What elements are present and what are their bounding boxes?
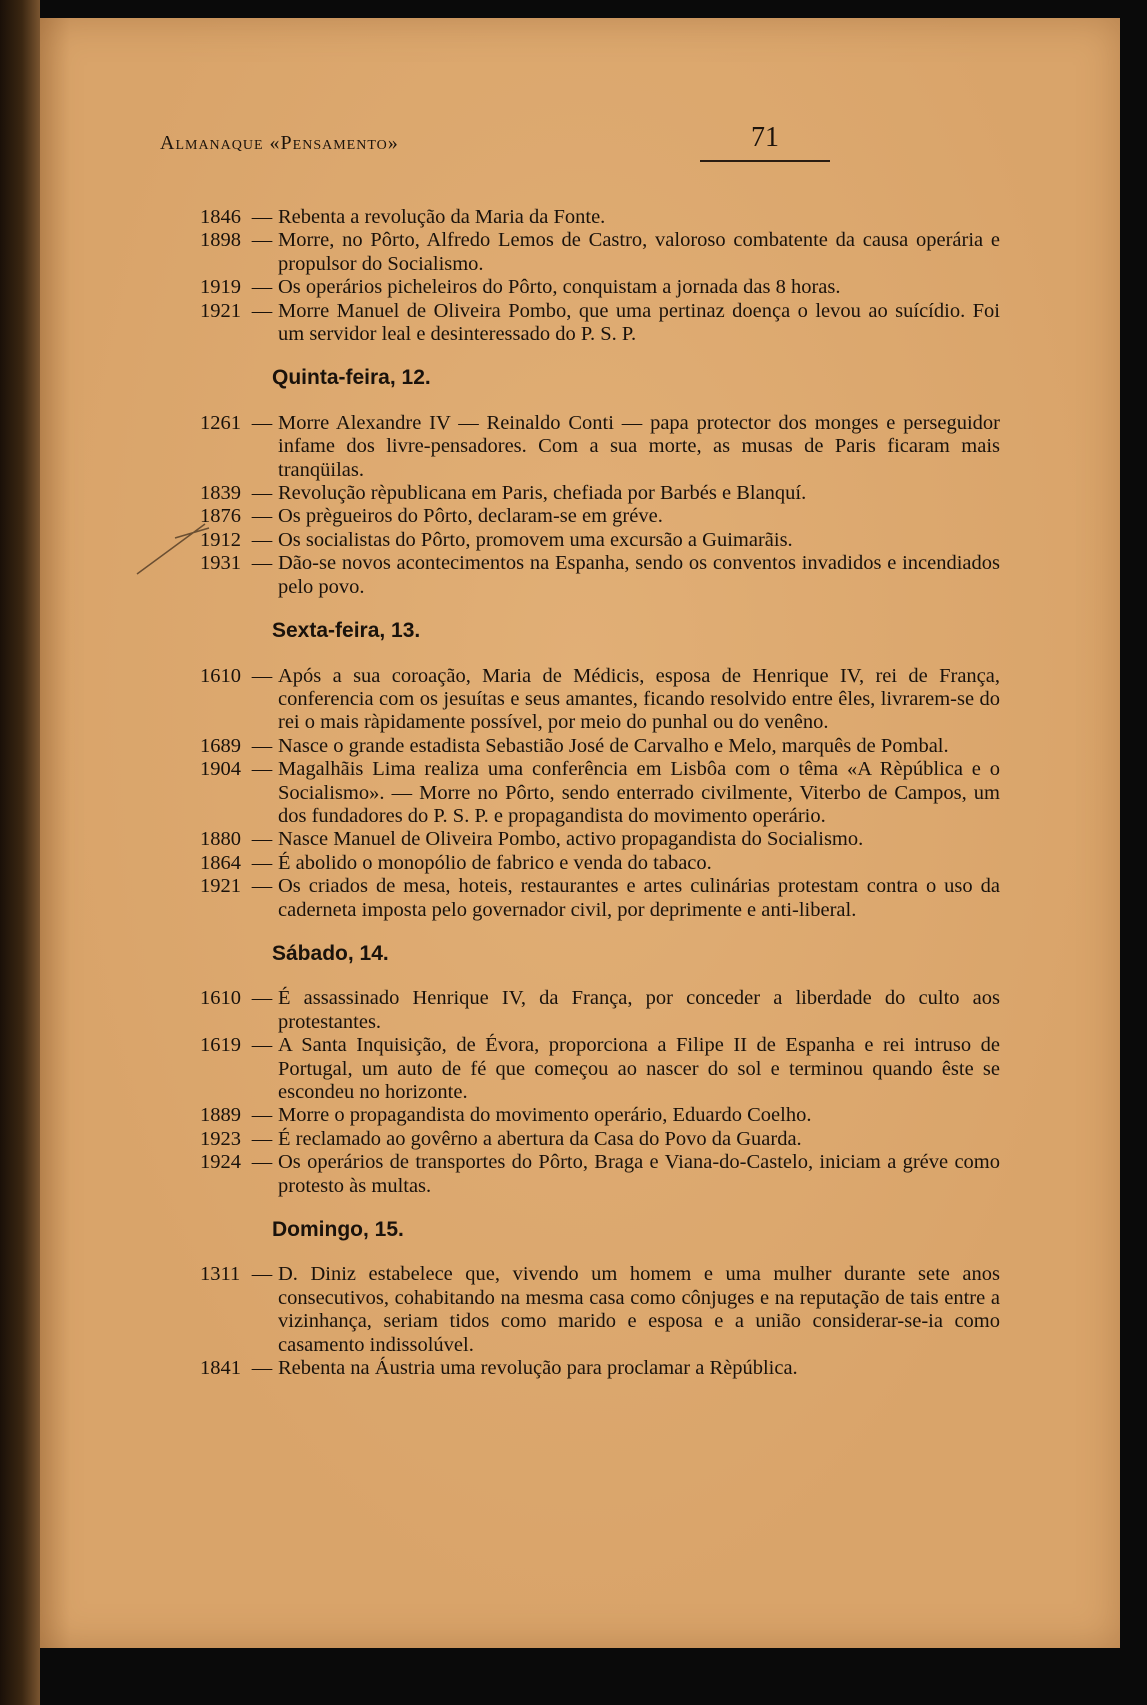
entry-year: 1610 [200,987,241,1010]
chronology-entry [200,735,1000,758]
entry-year: 1889 [200,1104,241,1127]
entry-text: Revolução rèpublicana em Paris, chefiada por Barbés e Blanquí. [278,482,807,505]
chronology-entry [200,1104,1000,1127]
entry-text: Os criados de mesa, hoteis, restaurantes e artes culinárias protestam contra o uso da caderneta imposta pelo governador civil, por deprimente e anti-liberal. [278,875,1000,921]
entry-dash: — [251,1357,273,1380]
chronology-entry [200,1128,1000,1151]
chronology-entry [200,482,1000,505]
entry-text: A Santa Inquisição, de Évora, proporciona a Filipe II de Espanha e rei intruso de Portugal, um auto de fé que começou ao nascer do sol e terminou quando êste se escondeu no horizonte. [278,1034,1000,1103]
entry-year: 1880 [200,828,241,851]
chronology-entry [200,300,1000,347]
day-section [200,942,1000,1198]
entry-year: 1610 [200,664,241,687]
entry-dash: — [251,411,273,434]
chronology-entry [200,529,1000,552]
chronology-entry [200,276,1000,299]
entry-text: Morre o propagandista do movimento operário, Eduardo Coelho. [278,1104,812,1127]
entry-year: 1912 [200,528,241,551]
entry-dash: — [251,828,273,851]
entry-dash: — [251,734,273,757]
entry-text: Após a sua coroação, Maria de Médicis, esposa de Henrique IV, rei de França, conferencia com os jesuítas e seus amantes, ficando resolvido entre êles, livrarem-se do rei o mais ràpidamente possível, por meio do punhal ou do venêno. [278,664,1000,734]
entry-dash: — [251,851,273,874]
chronology-entry [200,505,1000,528]
entry-year: 1919 [200,276,241,299]
entry-year: 1619 [200,1034,241,1057]
chronology-entry [200,987,1000,1034]
entry-text: D. Diniz estabelece que, vivendo um homem e uma mulher durante sete anos consecutivos, cohabitando na mesma casa como cônjuges e na reputação de tais entre a vizinhança, seriam tidos como marido e esposa e a união considerar-se-ia como casamento indissolúvel. [278,1263,1000,1356]
chronology-entry [200,758,1000,828]
book-page [40,18,1120,1648]
entry-text: É abolido o monopólio de fabrico e venda do tabaco. [278,851,712,874]
entry-year: 1923 [200,1127,241,1150]
entry-dash: — [251,758,273,781]
entry-text: É reclamado ao govêrno a abertura da Casa do Povo da Guarda. [278,1127,802,1150]
entry-text: Rebenta a revolução da Maria da Fonte. [278,206,606,228]
entry-dash: — [251,229,273,252]
chronology-entry [200,229,1000,276]
entry-year: 1898 [200,229,241,252]
chronology-entry [200,852,1000,875]
chronology-entry [200,1034,1000,1104]
entry-year: 1904 [200,758,241,781]
day-section [200,1218,1000,1380]
day-section [200,366,1000,599]
day-heading: Sexta-feira, 13. [272,619,421,643]
day-heading: Quinta-feira, 12. [272,366,431,390]
entry-year: 1689 [200,734,241,757]
entry-text: Os prègueiros do Pôrto, declaram-se em gréve. [278,505,663,528]
entry-text: É assassinado Henrique IV, da França, por conceder a liberdade do culto aos protestantes. [278,987,1000,1033]
entry-year: 1864 [200,851,241,874]
entry-year: 1931 [200,552,241,575]
entry-dash: — [251,875,273,898]
entry-year: 1921 [200,875,241,898]
entry-text: Nasce o grande estadista Sebastião José de Carvalho e Melo, marquês de Pombal. [278,734,949,757]
chronology-entry [200,665,1000,735]
entry-year: 1841 [200,1357,241,1380]
entry-text: Morre Manuel de Oliveira Pombo, que uma pertinaz doença o levou ao suícídio. Foi um servidor leal e desinteressado do P. S. P. [278,299,1000,346]
entry-dash: — [251,528,273,551]
entry-dash: — [251,664,273,687]
entry-dash: — [251,1151,273,1174]
entry-text: Magalhãis Lima realiza uma conferência em Lisbôa com o têma «A Rèpública e o Socialismo». — Morre no Pôrto, sendo enterrado civilmente, Viterbo de Campos, um dos fundadores do P. S. P. e propagandista do movimento operário. [278,758,1000,827]
entry-year: 1921 [200,299,241,322]
entry-dash: — [251,206,273,228]
entry-dash: — [251,1104,273,1127]
entry-text: Os operários de transportes do Pôrto, Braga e Viana-do-Castelo, iniciam a gréve como protesto às multas. [278,1151,1000,1197]
entry-dash: — [251,276,273,299]
day-section [200,206,1000,346]
chronology-entry [200,875,1000,922]
entry-dash: — [251,299,273,322]
chronology-entry [200,828,1000,851]
entry-dash: — [251,505,273,528]
entry-dash: — [251,987,273,1010]
entry-dash: — [251,1034,273,1057]
entry-dash: — [251,1263,273,1286]
entry-text: Morre Alexandre IV — Reinaldo Conti — papa protector dos monges e perseguidor infame dos livre-pensadores. Com a sua morte, as musas de Paris ficaram mais tranqüilas. [278,411,1000,481]
entry-year: 1846 [200,206,241,228]
chronology-entry [200,1357,1000,1380]
day-section [200,619,1000,922]
chronology-entry [200,1151,1000,1198]
page-number: 71 [700,122,830,162]
entry-text: Os socialistas do Pôrto, promovem uma excursão a Guimarãis. [278,528,793,551]
entry-year: 1876 [200,505,241,528]
entry-dash: — [251,482,273,505]
entry-dash: — [251,552,273,575]
page-content [200,206,1000,1388]
entry-text: Morre, no Pôrto, Alfredo Lemos de Castro, valoroso combatente da causa operária e propulsor do Socialismo. [278,229,1000,275]
entry-year: 1311 [200,1263,241,1286]
entry-text: Dão-se novos acontecimentos na Espanha, sendo os conventos invadidos e incendiados pelo povo. [278,552,1000,598]
day-heading: Sábado, 14. [272,941,389,965]
entry-text: Nasce Manuel de Oliveira Pombo, activo propagandista do Socialismo. [278,828,864,851]
entry-text: Os operários picheleiros do Pôrto, conquistam a jornada das 8 horas. [278,276,841,299]
entry-dash: — [251,1127,273,1150]
page-header [160,110,940,170]
entry-year: 1261 [200,411,241,434]
running-title: Almanaque «Pensamento» [160,132,399,154]
chronology-entry [200,412,1000,482]
entry-text: Rebenta na Áustria uma revolução para proclamar a Rèpública. [278,1357,798,1380]
day-heading: Domingo, 15. [272,1218,404,1242]
chronology-entry [200,206,1000,229]
chronology-entry [200,1263,1000,1357]
chronology-entry [200,552,1000,599]
entry-year: 1924 [200,1151,241,1174]
entry-year: 1839 [200,482,241,505]
book-spine-shadow [0,0,40,1705]
